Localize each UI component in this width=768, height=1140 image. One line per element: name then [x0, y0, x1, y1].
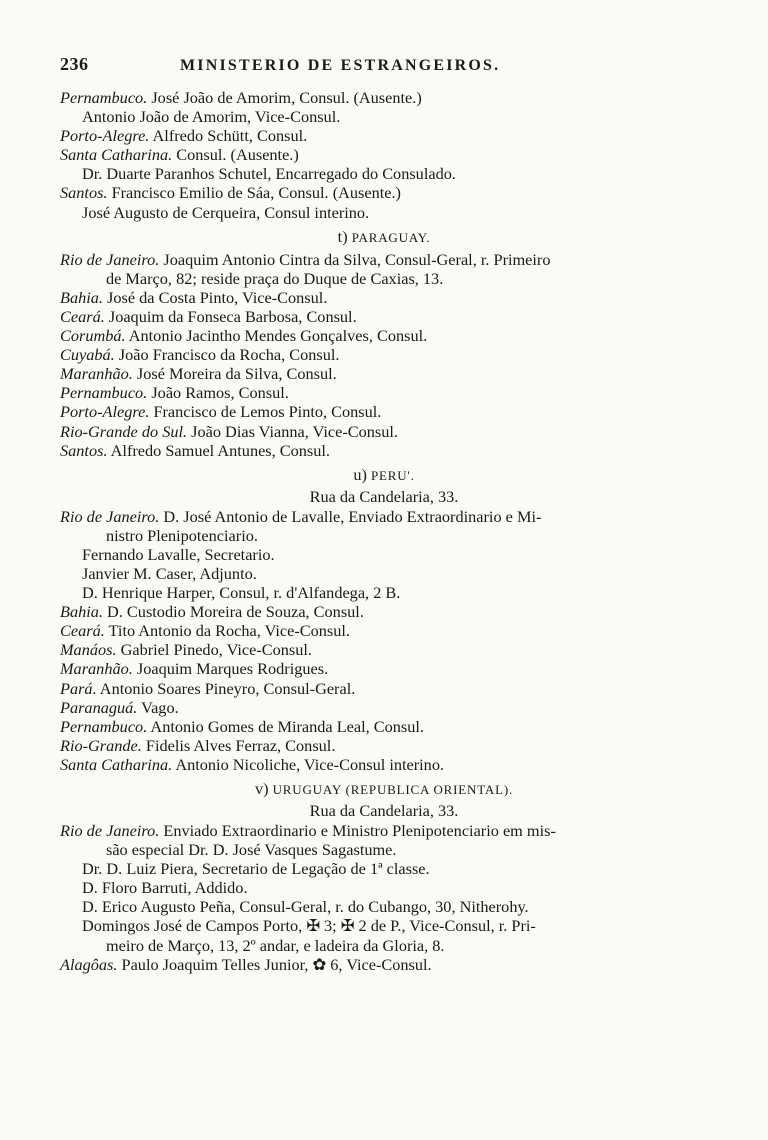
entry-text: Paulo Joaquim Telles Junior, ✿ 6, Vice-Consul. [117, 954, 432, 974]
entry-text: João Ramos, Consul. [147, 383, 289, 403]
section-address: Rua da Candelaria, 33. [309, 801, 459, 820]
place-name: Pernambuco. [60, 716, 148, 736]
page-header [60, 54, 708, 88]
place-name: Bahia. [60, 602, 103, 622]
place-name: Maranhão. [60, 364, 133, 384]
entry-line [60, 422, 708, 441]
place-name: Porto-Alegre. [60, 402, 150, 422]
section-address: Rua da Candelaria, 33. [309, 486, 459, 506]
section-name: URUGUAY (REPUBLICA ORIENTAL). [272, 782, 514, 797]
entry-line [60, 288, 708, 307]
entry-text: Vago. [137, 697, 179, 717]
entry-line [60, 955, 708, 974]
entry-line [60, 897, 708, 916]
entry-line [60, 441, 708, 460]
entry-line [60, 602, 708, 621]
entry-line [60, 88, 708, 107]
entry-text: Dr. D. Luiz Piera, Secretario de Legação de 1ª classe. [82, 859, 430, 879]
entry-line [60, 326, 708, 345]
entry-line [60, 659, 708, 678]
place-name: Corumbá. [60, 326, 126, 346]
entry-text: nistro Plenipotenciario. [106, 525, 258, 545]
section-heading [60, 226, 708, 248]
entry-line [60, 307, 708, 326]
entry-line [60, 383, 708, 402]
entry-line [60, 621, 708, 640]
entry-line [60, 755, 708, 774]
entry-line [60, 269, 708, 288]
entry-line [60, 717, 708, 736]
entry-text: Domingos José de Campos Porto, ✠ 3; ✠ 2 de P., Vice-Consul, r. Pri- [82, 916, 536, 936]
place-name: Paranaguá. [60, 697, 138, 717]
entry-line [60, 126, 708, 145]
entry-text: José Augusto de Cerqueira, Consul interino. [82, 202, 370, 222]
entry-text: Alfredo Samuel Antunes, Consul. [107, 440, 330, 460]
entry-text: Alfredo Schütt, Consul. [149, 126, 308, 146]
entry-line [60, 936, 708, 955]
entry-text: Francisco Emilio de Sáa, Consul. (Ausente.) [107, 183, 401, 203]
place-name: Pernambuco. [60, 88, 148, 107]
entry-text: D. José Antonio de Lavalle, Enviado Extraordinario e Mi- [159, 506, 542, 526]
entry-text: José Moreira da Silva, Consul. [132, 364, 337, 384]
entry-text: Francisco de Lemos Pinto, Consul. [149, 402, 382, 422]
entry-text: Gabriel Pinedo, Vice-Consul. [116, 640, 312, 660]
entry-text: Tito Antonio da Rocha, Vice-Consul. [104, 621, 350, 641]
section-letter: u) [353, 464, 367, 484]
place-name: Rio-Grande do Sul. [60, 421, 188, 441]
entry-line [60, 564, 708, 583]
entry-text: João Francisco da Rocha, Consul. [114, 345, 340, 365]
entry-line [60, 545, 708, 564]
section-letter: v) [254, 779, 269, 798]
entry-line [60, 916, 708, 935]
entry-text: D. Henrique Harper, Consul, r. d'Alfandega, 2 B. [82, 583, 401, 603]
section-name: PERU'. [371, 467, 415, 483]
entry-line [60, 878, 708, 897]
place-name: Pernambuco. [60, 383, 148, 403]
entry-line [60, 698, 708, 717]
entry-text: D. Custodio Moreira de Souza, Consul. [102, 602, 364, 622]
entry-text: Joaquim Antonio Cintra da Silva, Consul-Geral, r. Primeiro [159, 249, 551, 269]
place-name: Ceará. [60, 621, 105, 641]
entry-line [60, 345, 708, 364]
entry-text: Joaquim da Fonseca Barbosa, Consul. [104, 306, 357, 326]
place-name: Santos. [60, 183, 108, 203]
entry-line [60, 526, 708, 545]
entry-text: José da Costa Pinto, Vice-Consul. [102, 287, 328, 307]
entry-line [60, 107, 708, 126]
place-name: Pará. [60, 678, 97, 698]
entry-text: Antonio Gomes de Miranda Leal, Consul. [147, 716, 425, 736]
continuation-block [60, 88, 708, 222]
place-name: Porto-Alegre. [60, 126, 150, 146]
entry-text: José João de Amorim, Consul. (Ausente.) [147, 88, 422, 107]
entry-text: Fernando Lavalle, Secretario. [82, 544, 275, 564]
entry-line [60, 250, 708, 269]
section-heading [60, 464, 708, 486]
place-name: Rio de Janeiro. [60, 821, 160, 840]
section-uruguay [60, 778, 708, 974]
place-name: Rio-Grande. [60, 735, 142, 755]
entry-line [60, 840, 708, 859]
entry-text: Joaquim Marques Rodrigues. [132, 659, 329, 679]
entry-line [60, 183, 708, 202]
entry-text: Antonio João de Amorim, Vice-Consul. [82, 107, 341, 127]
running-title: MINISTERIO DE ESTRANGEIROS. [180, 57, 501, 74]
entry-line [60, 507, 708, 526]
entry-text: Dr. Duarte Paranhos Schutel, Encarregado do Consulado. [82, 164, 456, 184]
place-name: Manáos. [60, 640, 117, 660]
entry-text: Antonio Soares Pineyro, Consul-Geral. [96, 678, 356, 698]
entry-text: Antonio Jacintho Mendes Gonçalves, Consul. [125, 326, 428, 346]
place-name: Alagôas. [60, 954, 118, 974]
section-peru [60, 464, 708, 774]
entry-text: Enviado Extraordinario e Ministro Plenipotenciario em mis- [159, 821, 556, 840]
entry-text: de Março, 82; reside praça do Duque de Caxias, 13. [106, 268, 444, 288]
place-name: Maranhão. [60, 659, 133, 679]
section-heading [60, 778, 708, 800]
place-name: Santa Catharina. [60, 754, 173, 774]
section-paraguay [60, 226, 708, 460]
entry-line [60, 203, 708, 222]
entry-line [60, 145, 708, 164]
entry-line [60, 859, 708, 878]
entry-text: Janvier M. Caser, Adjunto. [82, 563, 257, 583]
place-name: Bahia. [60, 287, 103, 307]
entry-text: são especial Dr. D. José Vasques Sagastume. [106, 840, 397, 860]
section-name: PARAGUAY. [351, 229, 431, 245]
entry-text: Antonio Nicoliche, Vice-Consul interino. [172, 754, 445, 774]
entry-line [60, 583, 708, 602]
entry-text: D. Floro Barruti, Addido. [82, 878, 248, 898]
place-name: Ceará. [60, 306, 105, 326]
entry-line [60, 736, 708, 755]
entry-line [60, 679, 708, 698]
place-name: Cuyabá. [60, 345, 115, 365]
entry-text: Fidelis Alves Ferraz, Consul. [141, 735, 336, 755]
page-number: 236 [60, 54, 89, 74]
place-name: Rio de Janeiro. [60, 506, 160, 526]
entry-line [60, 164, 708, 183]
entry-text: meiro de Março, 13, 2º andar, e ladeira da Gloria, 8. [106, 935, 445, 955]
entry-text: João Dias Vianna, Vice-Consul. [187, 421, 398, 441]
entry-line [60, 640, 708, 659]
entry-text: Consul. (Ausente.) [172, 145, 299, 165]
section-letter: t) [337, 226, 348, 246]
place-name: Rio de Janeiro. [60, 249, 160, 269]
entry-line [60, 364, 708, 383]
place-name: Santa Catharina. [60, 145, 173, 165]
place-name: Santos. [60, 440, 108, 460]
entry-text: D. Erico Augusto Peña, Consul-Geral, r. do Cubango, 30, Nitherohy. [82, 897, 529, 917]
entry-line [60, 402, 708, 421]
entry-line [60, 821, 708, 840]
